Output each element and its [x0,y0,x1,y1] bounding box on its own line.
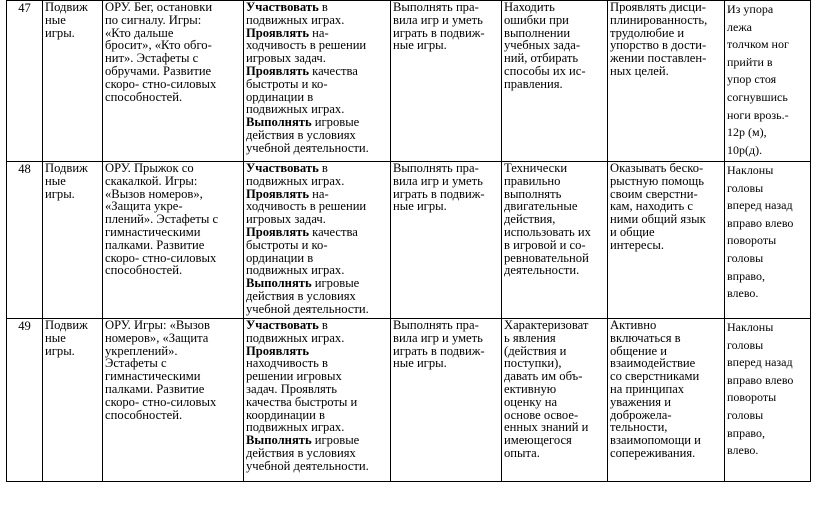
line-text: решении игровых [246,369,342,384]
cell-line: способностей. [105,407,183,422]
cell-line: выполнении [504,25,571,40]
subject-results-cell [391,319,502,482]
cell-line: жении поставлен- [610,51,707,66]
cell-line: оценку на [504,394,558,409]
cell-line: ные [45,12,66,27]
cell-line: ные [45,173,66,188]
cell-line: палками. Развитие [105,237,205,252]
bold-verb: Проявлять [246,224,310,239]
cell-line: ОРУ. Игры: «Вызов [105,318,210,332]
lesson-content-cell [103,162,244,319]
lesson-number-cell [7,162,43,319]
cell-line: Выполнять пра- [393,318,479,332]
cell-line [246,303,388,316]
table-row [7,319,811,482]
exercise-cell [725,319,811,482]
cell-line: ОРУ. Прыжок со [105,161,194,175]
cell-line: игры. [45,343,75,358]
line-text: ходчивость в решении [246,38,367,53]
cell-line: енных знаний и [504,420,589,435]
lesson-type-cell [43,319,103,482]
bold-verb: Выполнять [246,433,312,448]
cell-line: вила игр и уметь [393,330,483,345]
lesson-number: 47 [18,1,31,15]
bold-verb: Участвовать [246,0,319,14]
line-text: в [318,318,328,332]
line-text: качества [309,224,358,239]
cell-line: Характеризоват [504,318,589,332]
cell-line: 10р(д). [727,142,763,157]
line-text: находчивость в [246,356,328,371]
cell-line: Проявлять дисци- [610,0,706,14]
subject-results-cell [391,162,502,319]
cell-line: повороты [727,390,777,405]
bold-verb: Проявлять [246,343,310,358]
line-text: задач. Проявлять [246,381,338,396]
cell-line: действия, [504,212,556,227]
line-text: ординации в [246,250,314,265]
lesson-number: 49 [18,319,31,333]
cell-line: играть в подвиж- [393,186,485,201]
line-text: качества [309,63,358,78]
line-text: подвижных играх. [246,173,345,188]
cell-line: обручами. Развитие [105,63,212,78]
cell-line: Эстафеты с [105,356,167,371]
line-text: учебной деятельности. [246,140,369,155]
cell-line: нит». Эстафеты с [105,51,199,66]
line-text: игровые [311,433,360,448]
cell-line: ь явления [504,330,556,345]
cell-line: взаимодействие [610,356,696,371]
line-text: подвижных играх. [246,330,345,345]
cell-line: скоро- стно-силовых [105,250,217,265]
cell-line: плинированность, [610,12,708,27]
cell-line: вперед назад [727,355,793,370]
bold-verb: Проявлять [246,25,310,40]
cell-line: «Кто дальше [105,25,174,40]
cell-line: вила игр и уметь [393,12,483,27]
cell-line: головы [727,337,764,352]
cell-line: рыстную помощь [610,173,704,188]
cell-line: игры. [45,25,75,40]
student-activity-cell [244,319,391,482]
cell-line: бросит», «Кто обго- [105,38,212,53]
cell-line: вправо, [727,425,765,440]
line-text: игровых задач. [246,212,326,227]
line-text: быстроты и ко- [246,76,328,91]
personal-results-cell [608,319,725,482]
cell-line: «Вызов номеров», [105,186,203,201]
cell-line: взаимопомощи и [610,433,701,448]
cell-line: Наклоны [727,163,774,177]
personal-results-cell [608,1,725,162]
cell-line: тельности, [610,420,668,435]
table-row [7,1,811,162]
cell-line: по сигналу. Игры: [105,12,202,27]
cell-line: Подвиж [45,0,88,14]
cell-line: ные игры. [393,199,447,214]
line-text: ходчивость в решении [246,199,367,214]
cell-line: согнувшись [727,89,788,104]
line-text: подвижных играх. [246,420,345,435]
bold-verb: Проявлять [246,186,310,201]
cell-line: давать им объ- [504,369,583,384]
cell-line: способы их ис- [504,63,586,78]
cell-line: толчком ног [727,37,789,52]
cell-line: общение и [610,343,667,358]
cell-line: 12р (м), [727,125,767,140]
cell-line: Технически [504,161,568,175]
cell-line: скоро- стно-силовых [105,76,217,91]
cell-line: вперед назад [727,198,793,213]
cell-line: лежа [727,19,752,34]
line-text: игровые [311,276,360,291]
cell-line [246,142,388,155]
cell-line: Выполнять пра- [393,0,479,14]
meta-results-cell [502,319,608,482]
subject-results-cell [391,1,502,162]
cell-line: на принципах [610,381,685,396]
lesson-type-cell [43,162,103,319]
cell-line: ноги врозь.- [727,107,789,122]
personal-results-cell [608,162,725,319]
cell-line: повороты [727,233,777,248]
cell-line: выполнять [504,186,562,201]
cell-line: плений». Эстафеты с [105,212,219,227]
line-text: учебной деятельности. [246,301,369,316]
lesson-number-cell [7,1,43,162]
cell-line: головы [727,180,764,195]
cell-line: гимнастическими [105,224,201,239]
cell-line: номеров», «Защита [105,330,209,345]
cell-line: Подвиж [45,161,88,175]
student-activity-cell [244,1,391,162]
line-text: действия в условиях [246,288,356,303]
exercise-cell [725,162,811,319]
cell-line: ошибки при [504,12,569,27]
cell-line: палками. Развитие [105,381,205,396]
line-text: игровых задач. [246,51,326,66]
cell-line: имеющегося [504,433,572,448]
line-text: быстроты и ко- [246,237,328,252]
line-text: координации в [246,407,325,422]
bold-verb: Выполнять [246,115,312,130]
cell-line: гимнастическими [105,369,201,384]
cell-line: вправо влево [727,372,794,387]
bold-verb: Участвовать [246,161,319,175]
cell-line: упор стоя [727,72,777,87]
cell-line: головы [727,250,764,265]
lesson-plan-table [6,0,811,482]
cell-line: Подвиж [45,318,88,332]
lesson-content-cell [103,1,244,162]
cell-line: доброжела- [610,407,672,422]
cell-line: основе освое- [504,407,579,422]
cell-line: уважения и [610,394,671,409]
cell-line: ними общий язык [610,212,706,227]
line-text: подвижных играх. [246,102,345,117]
table-row [7,162,811,319]
cell-line: Оказывать беско- [610,161,704,175]
cell-line: головы [727,407,764,422]
cell-line: трудолюбие и [610,25,685,40]
meta-results-cell [502,162,608,319]
cell-line: (действия и [504,343,567,358]
line-text: подвижных играх. [246,12,345,27]
cell-line: ных целей. [610,63,669,78]
cell-line: способностей. [105,263,183,278]
cell-line: влево. [727,286,759,301]
cell-line: скакалкой. Игры: [105,173,198,188]
cell-line: скоро- стно-силовых [105,394,217,409]
cell-line: использовать их [504,224,591,239]
cell-line: правления. [504,76,563,91]
cell-line: деятельности. [504,263,580,278]
cell-line: способностей. [105,89,183,104]
cell-line: Выполнять пра- [393,161,479,175]
cell-line: интересы. [610,237,664,252]
cell-line: учебных зада- [504,38,581,53]
cell-line: «Защита укре- [105,199,183,214]
lesson-type-cell [43,1,103,162]
cell-line: вила игр и уметь [393,173,483,188]
cell-line: ные игры. [393,38,447,53]
cell-line [246,460,388,473]
cell-line: ОРУ. Бег, остановки [105,0,213,14]
cell-line: вправо влево [727,215,794,230]
line-text: в [318,0,328,14]
line-text: учебной деятельности. [246,458,369,473]
cell-line: двигательные [504,199,578,214]
line-text: подвижных играх. [246,263,345,278]
cell-line: ревновательной [504,250,589,265]
cell-line: играть в подвиж- [393,343,485,358]
cell-line: правильно [504,173,561,188]
lesson-number: 48 [18,162,31,176]
cell-line: упорство в дости- [610,38,707,53]
cell-line: ний, отбирать [504,51,579,66]
student-activity-cell [244,162,391,319]
cell-line: со сверстниками [610,369,700,384]
cell-line: Находить [504,0,555,14]
line-text: на- [309,186,329,201]
line-text: действия в условиях [246,127,356,142]
bold-verb: Проявлять [246,63,310,78]
cell-line: играть в подвиж- [393,25,485,40]
cell-line: Из упора [727,2,774,16]
line-text: игровые [311,115,360,130]
lesson-content-cell [103,319,244,482]
line-text: ординации в [246,89,314,104]
table-body [7,1,811,482]
cell-line: прийти в [727,54,773,69]
cell-line: сопереживания. [610,445,696,460]
line-text: качества быстроты и [246,394,358,409]
line-text: в [318,161,328,175]
lesson-number-cell [7,319,43,482]
cell-line: игры. [45,186,75,201]
cell-line: ные игры. [393,356,447,371]
cell-line: Наклоны [727,320,774,334]
cell-line: опыта. [504,445,540,460]
exercise-cell [725,1,811,162]
cell-line: укреплений». [105,343,178,358]
cell-line: ективную [504,381,557,396]
cell-line: ные [45,330,66,345]
cell-line: и общие [610,224,655,239]
cell-line: Активно [610,318,657,332]
cell-line: включаться в [610,330,681,345]
bold-verb: Участвовать [246,318,319,332]
cell-line: своим сверстни- [610,186,698,201]
cell-line: в игровой и со- [504,237,586,252]
line-text: действия в условиях [246,445,356,460]
meta-results-cell [502,1,608,162]
cell-line: поступки), [504,356,562,371]
cell-line: влево. [727,443,759,458]
bold-verb: Выполнять [246,276,312,291]
cell-line: вправо, [727,268,765,283]
cell-line: кам, находить с [610,199,693,214]
line-text: на- [309,25,329,40]
